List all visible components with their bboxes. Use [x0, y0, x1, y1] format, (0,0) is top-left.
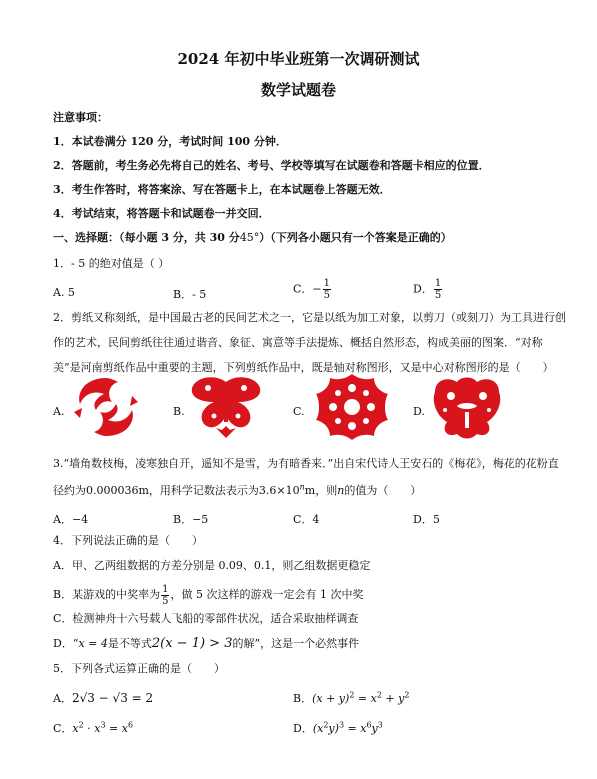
q4-option-d-math-1: x = 4: [78, 637, 108, 650]
q5-option-a: [53, 690, 153, 706]
q5-option-b-math-mid: = x: [354, 692, 377, 705]
q3-text-pre: 径约为: [53, 484, 86, 497]
q4-option-d-math-2: 2(x − 1) > 3: [151, 636, 233, 651]
q1-option-d: [413, 278, 443, 301]
q1-option-d-label: D．: [413, 282, 433, 296]
q5-option-d-math-4: y: [371, 722, 378, 735]
q5-option-a-math: 2√3 − √3 = 2: [71, 691, 154, 705]
q4-option-d-post: 的解”，这是一个必然事件: [232, 637, 360, 650]
q1-option-a: A. 5: [53, 286, 75, 299]
note-item-4: 4．考试结束，将答题卡和试题卷一并交回．: [53, 207, 270, 220]
q4-option-d-mid: 是不等式: [107, 637, 152, 650]
q1-option-c: [293, 278, 332, 301]
q3-sci-unit: m: [304, 484, 316, 497]
notes-heading: 注意事项：: [53, 111, 108, 124]
q1-stem: 1．- 5 的绝对值是（ ）: [53, 257, 170, 270]
q3-variable: n: [337, 484, 345, 497]
q4-option-b-fraction: [161, 584, 169, 607]
q5-option-d-exp-1: 2: [323, 720, 329, 730]
q5-option-b: [293, 690, 409, 706]
q5-option-c-math-3: = x: [105, 722, 128, 735]
q4-option-a: A．甲、乙两组数据的方差分别是 0.09、0.1，则乙组数据更稳定: [53, 559, 371, 572]
q1-option-c-label: C．: [293, 282, 313, 296]
papercut-butterfly-image: [186, 372, 266, 442]
q5-option-d-math-2: y): [328, 722, 339, 735]
section-heading-pre: 一、选择题：（每小题 3 分，共 30 分: [53, 231, 240, 244]
q3-sci-base: 3.6×10: [258, 484, 300, 497]
fraction-denominator: 5: [162, 595, 169, 607]
q3-text-post: ，则: [315, 484, 338, 497]
q3-line-1: 3.“墙角数枝梅，凌寒独自开，遥知不是雪，为有暗香来．”出自宋代诗人王安石的《梅花》，梅花的花粉直: [53, 457, 559, 470]
q2-option-a: A.: [53, 405, 65, 418]
note-item-1: 1．本试卷满分 120 分，考试时间 100 分钟．: [53, 135, 287, 148]
papercut-fish-image: [66, 372, 146, 442]
papercut-flower-image: [312, 372, 392, 442]
q5-option-b-exp-2: 2: [376, 690, 382, 700]
fraction-numerator: 1: [434, 278, 442, 289]
fraction-numerator: 1: [162, 583, 169, 595]
page-subtitle: 数学试题卷: [260, 81, 336, 99]
q2-option-b: B.: [173, 405, 185, 418]
section-heading-post: ）（下列各小题只有一个答案是正确的）: [259, 231, 452, 244]
note-item-3: 3．考生作答时，将答案涂、写在答题卡上，在本试题卷上答题无效．: [53, 183, 391, 196]
q5-option-b-math-pre: (x + y): [312, 692, 350, 705]
q5-option-d-math-3: = x: [344, 722, 367, 735]
q5-option-d-label: D．: [293, 722, 313, 735]
q3-option-d: D．5: [413, 513, 440, 526]
q5-option-d-exp-2: 3: [338, 720, 345, 730]
q5-option-a-label: A．: [53, 692, 72, 705]
section-heading: [53, 231, 452, 245]
q4-option-d-pre: D．“: [53, 637, 79, 650]
q3-text-mid: ，用科学记数法表示为: [148, 484, 259, 497]
q5-option-b-exp-1: 2: [349, 690, 355, 700]
q1-option-b: B．- 5: [173, 288, 207, 301]
q4-option-b-pre: B．某游戏的中奖率为: [53, 588, 161, 601]
q5-option-c: [53, 720, 133, 736]
papercut-birds-image: [427, 372, 507, 442]
q5-stem: 5．下列各式运算正确的是（ ）: [53, 662, 225, 675]
q5-option-d-exp-3: 6: [366, 720, 372, 730]
q3-option-b: B．−5: [173, 513, 209, 526]
q3-line-2: [53, 484, 421, 498]
q5-option-c-math-2: · x: [83, 722, 101, 735]
q1-option-c-fraction: [323, 278, 331, 301]
q3-sci-exponent: n: [299, 482, 305, 492]
fraction-denominator: 5: [323, 290, 331, 301]
note-item-2: 2．答题前，考生务必先将自己的姓名、考号、学校等填写在试题卷和答题卡相应的位置．: [53, 159, 490, 172]
q5-option-c-exp-3: 6: [127, 720, 134, 730]
q2-line-3: 美”是河南剪纸作品中重要的主题，下列剪纸作品中，既是轴对称图形，又是中心对称图形的是（ ）: [53, 361, 554, 374]
q5-option-c-exp-2: 3: [100, 720, 106, 730]
fraction-denominator: 5: [434, 290, 442, 301]
q4-option-d: [53, 637, 359, 651]
q4-option-c: C．检测神舟十六号载人飞船的零部件状况，适合采取抽样调查: [53, 612, 359, 625]
q5-option-c-label: C．: [53, 722, 73, 735]
q2-line-2: 作的艺术，民间剪纸往往通过谐音、象征、寓意等手法提炼、概括自然形态，构成美丽的图案．“对称: [53, 336, 543, 349]
q3-text-end: 的值为（ ）: [344, 484, 422, 497]
section-heading-angle: 45°: [239, 231, 260, 244]
q5-option-b-math-post: + y: [381, 692, 405, 705]
q5-option-d-math-1: (x: [312, 722, 324, 735]
q5-option-d-exp-4: 3: [377, 720, 383, 730]
q4-option-b-post: ，做 5 次这样的游戏一定会有 1 次中奖: [170, 588, 364, 601]
q3-option-a: A．−4: [53, 513, 89, 526]
q5-option-b-label: B．: [293, 692, 313, 705]
q5-option-c-math-1: x: [72, 722, 79, 735]
q2-option-c: C.: [293, 405, 305, 418]
q1-option-c-sign: −: [312, 282, 322, 296]
q2-line-1: 2．剪纸又称刻纸，是中国最古老的民间艺术之一，它是以纸为加工对象，以剪刀（或刻刀）为工具进行创: [53, 311, 566, 324]
fraction-numerator: 1: [323, 278, 331, 289]
q2-option-d: D.: [413, 405, 425, 418]
q3-value: 0.000036m: [86, 484, 149, 497]
q3-option-c: C．4: [293, 513, 320, 526]
q5-option-c-exp-1: 2: [78, 720, 84, 730]
q5-option-b-exp-3: 2: [404, 690, 410, 700]
q5-option-d: [293, 720, 383, 736]
page-title: 2024 年初中毕业班第一次调研测试: [177, 50, 420, 68]
q4-stem: 4．下列说法正确的是（ ）: [53, 534, 203, 547]
q1-option-d-fraction: [434, 278, 442, 301]
q4-option-b: [53, 580, 363, 610]
